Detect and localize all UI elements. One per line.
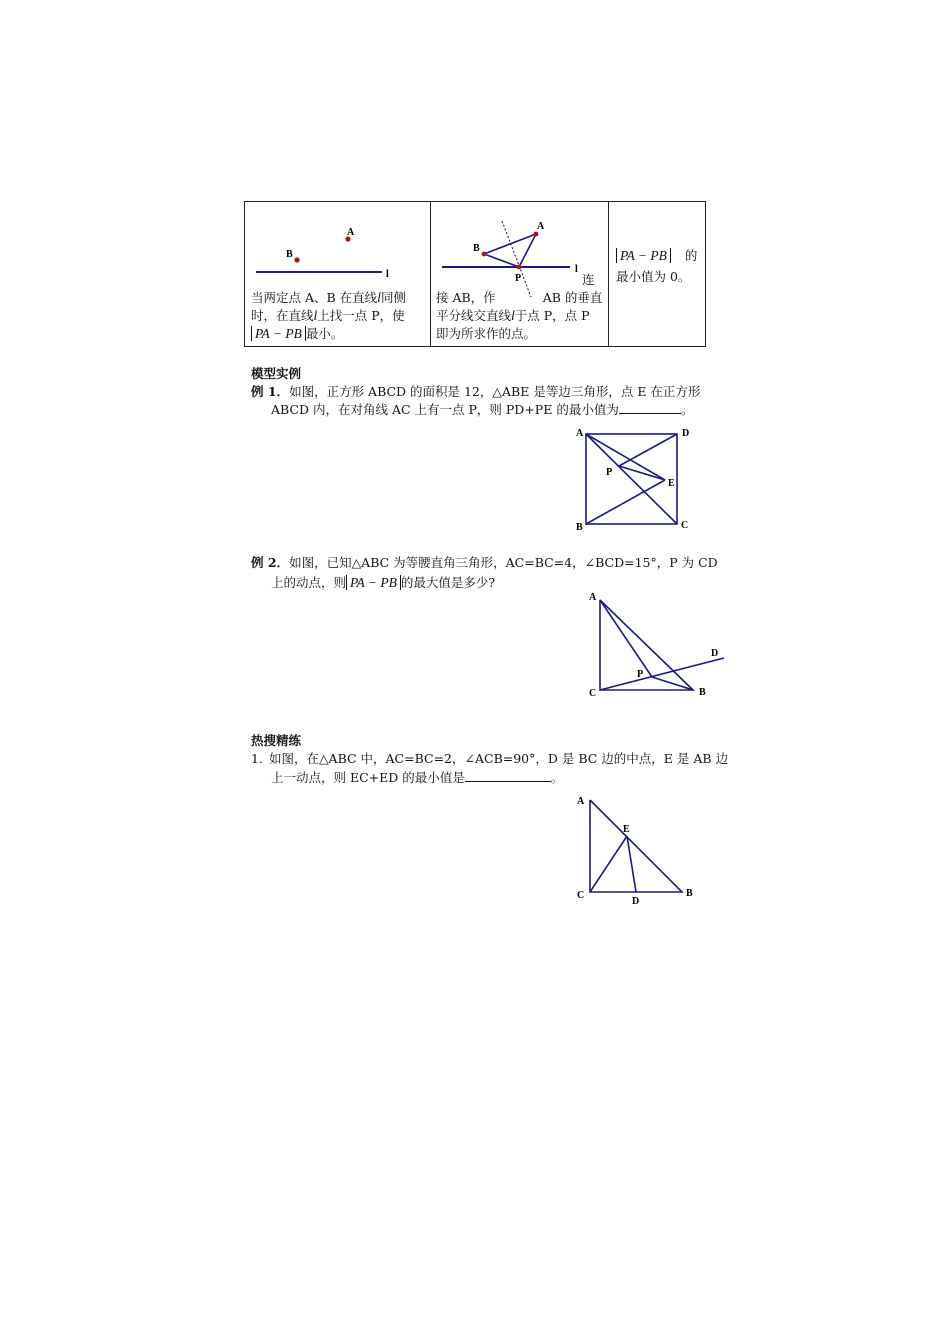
label-p: P <box>606 467 613 478</box>
section-title-model: 模型实例 <box>251 366 302 381</box>
col1-var-l: l <box>377 290 381 305</box>
table-col1-line2 <box>251 306 405 325</box>
example1-figure <box>570 424 700 534</box>
triangle-abc <box>590 800 682 892</box>
example1-line2 <box>271 400 693 419</box>
ray-cd <box>600 658 724 690</box>
label-p: P <box>637 669 644 680</box>
label-a: A <box>537 221 545 232</box>
table-col3-line1 <box>616 246 697 265</box>
col1-text-a: 当两定点 A、B 在直线 <box>251 290 378 305</box>
label-a: A <box>576 428 584 439</box>
segment-be <box>586 480 665 524</box>
col1-var-l2: l <box>313 308 318 323</box>
label-c: C <box>589 688 597 699</box>
label-a: A <box>589 592 597 603</box>
point-p <box>517 265 522 270</box>
point-b <box>294 257 299 262</box>
point-a <box>534 232 539 237</box>
segment-pd <box>619 434 677 466</box>
col1-text-b: 同侧 <box>380 290 406 305</box>
label-b: B <box>576 522 583 533</box>
example1-text-1: 如图，正方形 ABCD 的面积是 12，△ABE 是等边三角形，点 E 在正方形 <box>289 384 701 399</box>
segment-ap <box>600 600 652 677</box>
col1-suffix: 最小。 <box>305 326 344 341</box>
label-d: D <box>682 428 690 439</box>
col3-abs-expr: PA − PB <box>616 248 671 263</box>
example1-text-2: ABCD 内，在对角线 AC 上有一点 P，则 PD+PE 的最小值为 <box>271 402 619 417</box>
practice1-end: 。 <box>550 770 564 785</box>
label-d: D <box>632 896 640 907</box>
practice1-num: 1. <box>251 751 263 766</box>
table-col1-line3 <box>251 324 343 343</box>
label-e: E <box>623 824 630 835</box>
example1-label: 例 1． <box>251 384 290 399</box>
example1-answer-blank[interactable] <box>619 400 681 414</box>
perpendicular-bisector <box>502 221 531 297</box>
label-e: E <box>668 478 675 489</box>
practice1-answer-blank[interactable] <box>465 768 551 782</box>
col2-text-c: 平分线交直线 <box>436 308 512 323</box>
example2-text-1: 如图，已知△ABC 为等腰直角三角形，AC=BC=4，∠BCD=15°，P 为 CD <box>289 555 718 570</box>
section-title-practice: 热搜精练 <box>251 733 302 748</box>
example2-figure <box>582 588 728 700</box>
col2-text-a: 接 AB，作 <box>436 290 496 305</box>
table-col2-line2 <box>436 306 590 325</box>
practice1-line2 <box>271 768 563 787</box>
col2-text-d: 于点 P，点 P <box>514 308 590 323</box>
col2-var-l: l <box>511 308 515 323</box>
example2-label: 例 2． <box>251 555 290 570</box>
example2-line1 <box>251 553 718 572</box>
col1-abs-expr: PA − PB <box>251 326 306 341</box>
col2-text-b: AB 的垂直 <box>542 290 603 305</box>
label-a: A <box>347 227 355 238</box>
label-c: C <box>681 520 689 531</box>
table-figure-1 <box>246 220 428 286</box>
table-col2-line3: 即为所求作的点。 <box>436 326 537 341</box>
practice1-line1 <box>251 749 728 768</box>
practice1-figure <box>572 790 702 910</box>
example1-end: 。 <box>680 402 694 417</box>
example2-text-2: 上的动点，则 <box>271 575 347 590</box>
practice1-text-2: 上一动点，则 EC+ED 的最小值是 <box>271 770 465 785</box>
table-divider-1 <box>430 201 431 347</box>
table-divider-2 <box>608 201 609 347</box>
example2-line2 <box>271 573 495 592</box>
example1-line1 <box>251 382 700 401</box>
label-b: B <box>686 888 693 899</box>
example2-text-3: 的最大值是多少? <box>400 575 496 590</box>
point-b <box>482 252 487 257</box>
table-col2-lian: 连 <box>582 272 595 287</box>
label-b: B <box>699 687 706 698</box>
table-col1-line1 <box>251 288 406 307</box>
col1-text-d: 上找一点 P，使 <box>317 308 405 323</box>
label-b: B <box>286 249 293 260</box>
practice1-text-1: 如图，在△ABC 中，AC=BC=2，∠ACB=90°，D 是 BC 边的中点，E 是 AB 边 <box>268 751 729 766</box>
segment-ce <box>590 836 627 892</box>
label-c: C <box>577 890 585 901</box>
table-col2-line1 <box>436 288 602 307</box>
label-d: D <box>711 648 719 659</box>
label-l: l <box>575 264 578 275</box>
triangle-abp <box>484 234 536 267</box>
example2-abs-expr: PA − PB <box>346 575 401 590</box>
col3-de: 的 <box>684 248 698 263</box>
label-a: A <box>577 796 585 807</box>
triangle-abc <box>600 600 693 690</box>
col1-text-c: 时，在直线 <box>251 308 314 323</box>
label-p: P <box>515 273 522 284</box>
label-l: l <box>386 269 389 280</box>
table-col3-line2: 最小值为 0。 <box>616 269 691 284</box>
label-b: B <box>473 243 480 254</box>
